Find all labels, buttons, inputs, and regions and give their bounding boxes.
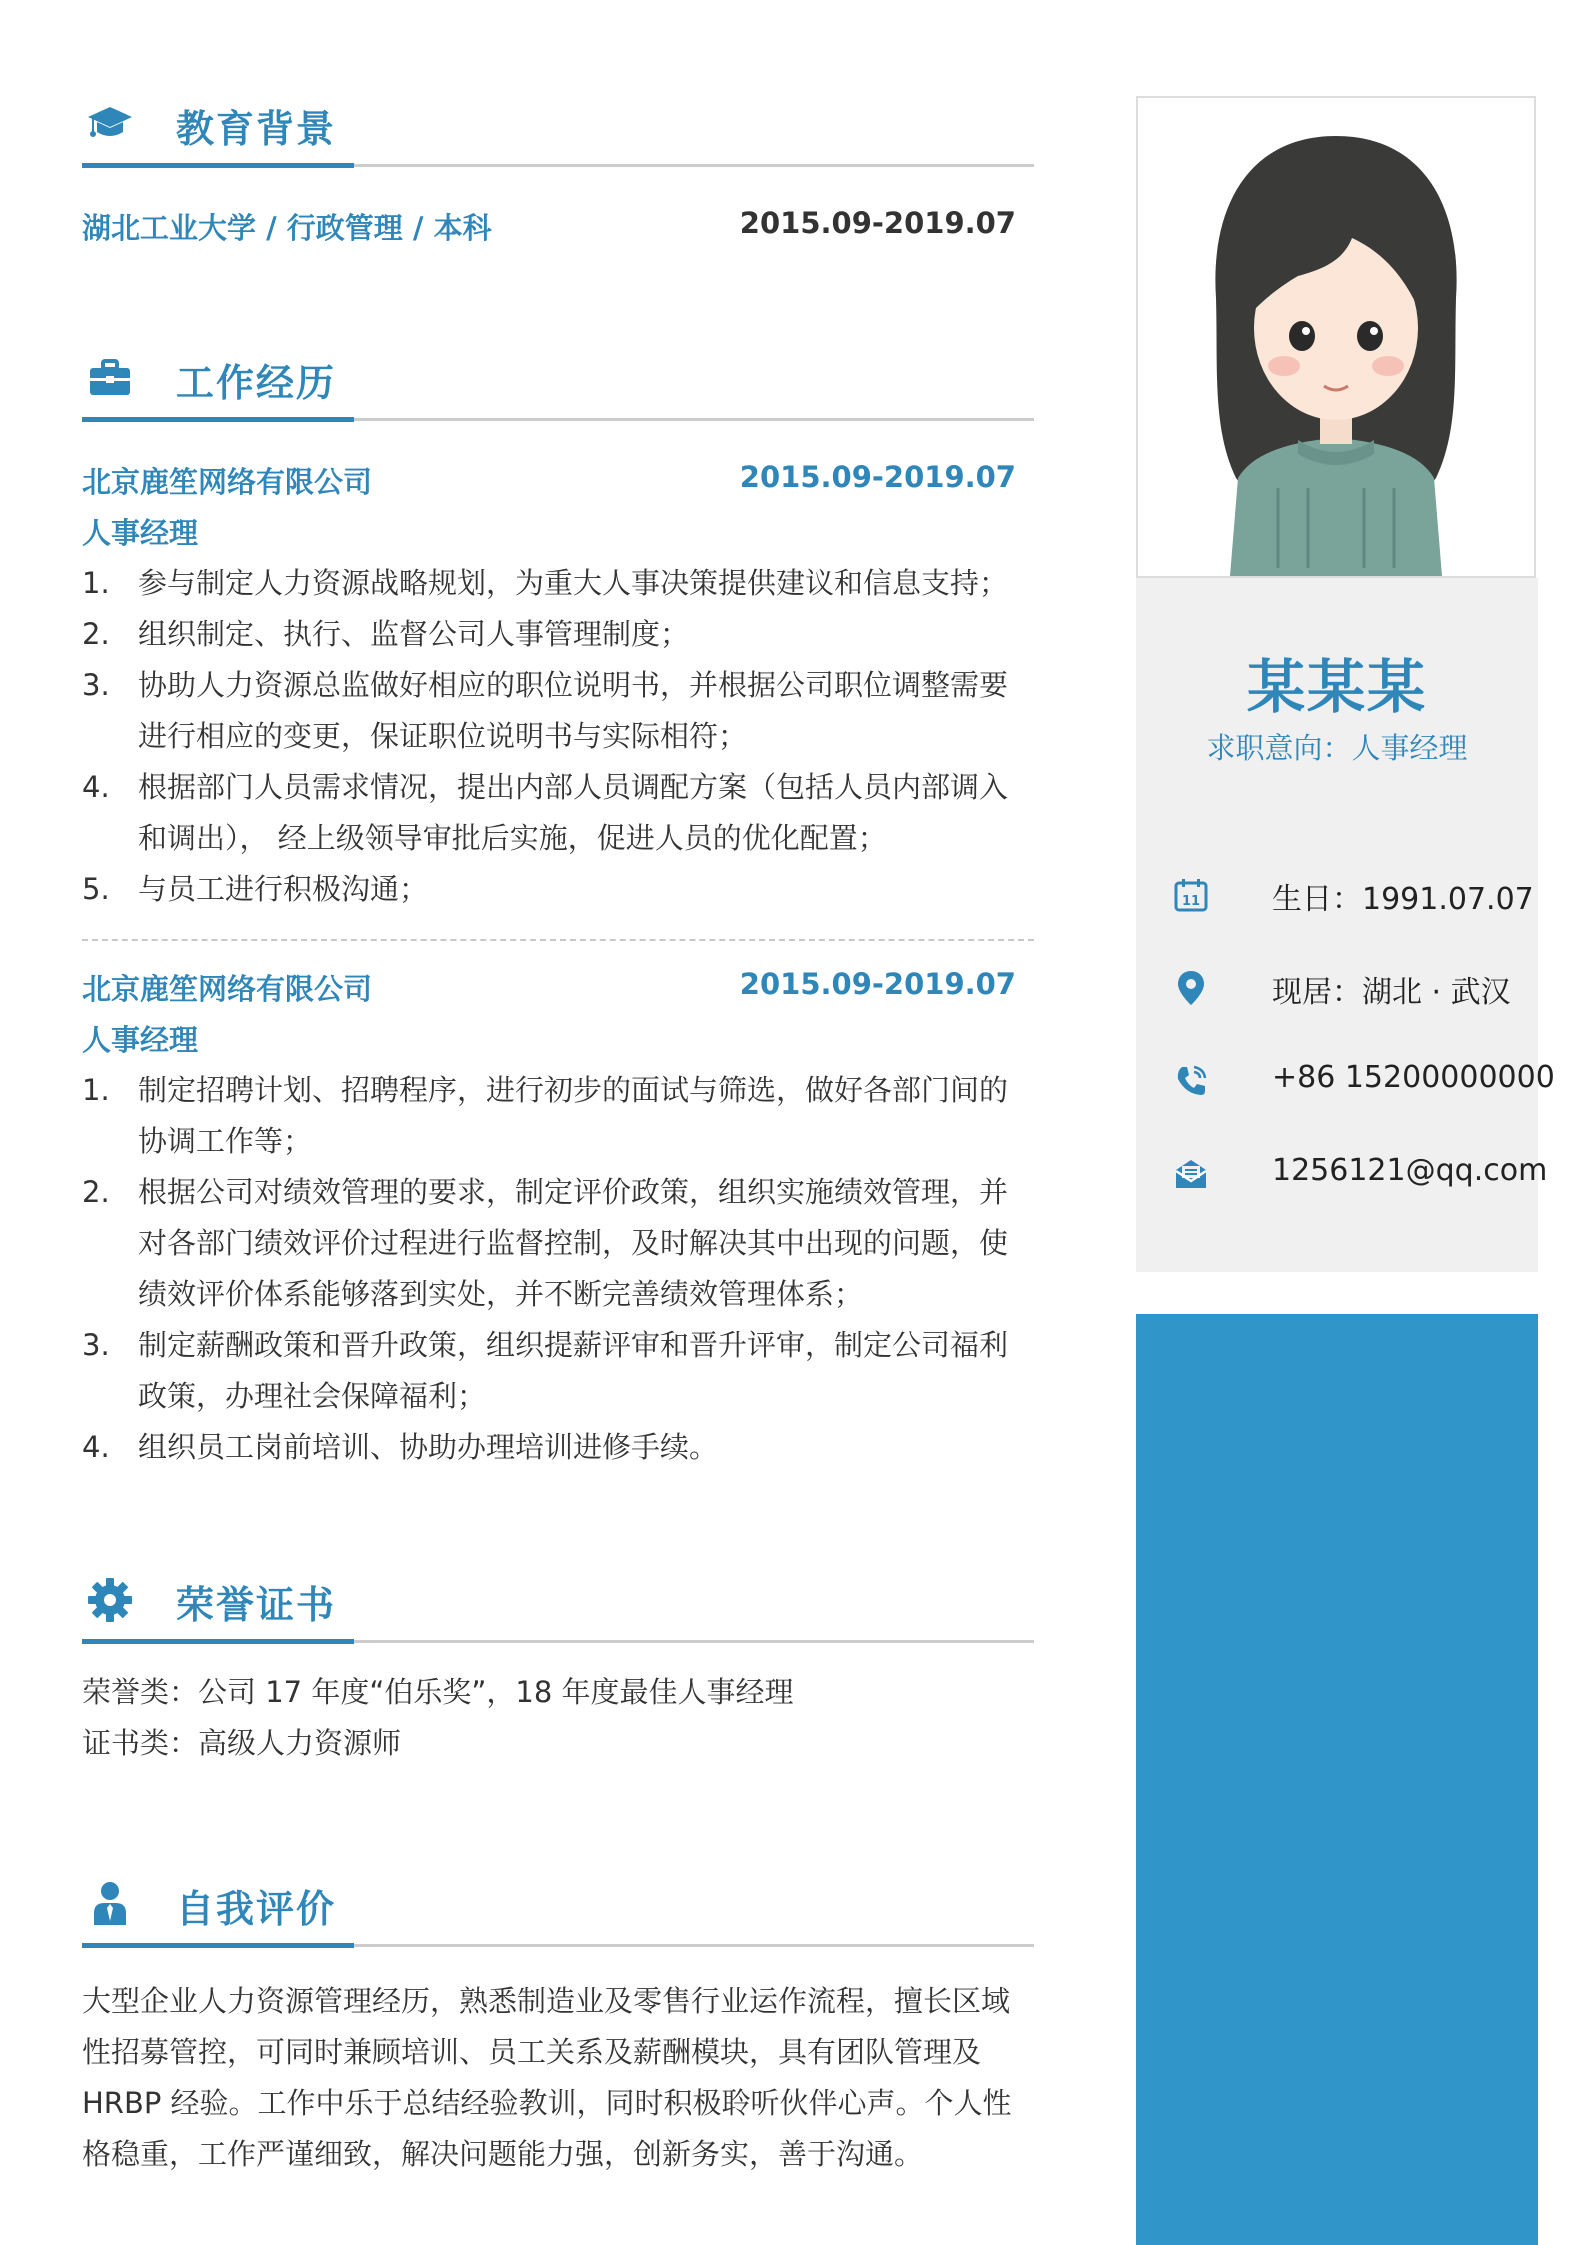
duty-number: 1. [82,566,110,600]
job-date: 2015.09-2019.07 [739,967,1016,1001]
duty-text: 组织制定、执行、监督公司人事管理制度； [138,617,690,651]
duty-item [82,660,1034,762]
graduation-cap-icon [86,100,134,148]
profile-name: 某某某 [1246,653,1427,721]
job-intention: 求职意向：人事经理 [1206,731,1468,765]
email-text: 1256121@qq.com [1272,1153,1548,1188]
job-role: 人事经理 [82,1023,199,1057]
sidebar-color-block [1136,1314,1538,2245]
job-duties-list [82,1065,1034,1473]
duty-text: 根据部门人员需求情况，提出内部人员调配方案（包括人员内部调入和调出）， 经上级领导审批后实施，促进人员的优化配置； [138,770,1009,855]
certificate-line: 证书类：高级人力资源师 [82,1726,402,1760]
location-pin-icon [1172,969,1210,1007]
self-eval-rule-accent [82,1943,354,1948]
self-eval-section [82,1864,1034,2171]
duty-text: 组织员工岗前培训、协助办理培训进修手续。 [138,1430,719,1464]
education-title: 教育背景 [176,107,337,151]
duty-number: 3. [82,668,110,702]
job-duties-list [82,558,1034,915]
education-section [82,84,1034,245]
duty-text: 根据公司对绩效管理的要求，制定评价政策，组织实施绩效管理，并对各部门绩效评价过程进行监督控制，及时解决其中出现的问题，使绩效评价体系能够落到实处，并不断完善绩效管理体系； [138,1175,1009,1311]
contact-birthday [1172,870,1532,920]
duty-item [82,558,1034,609]
job-company: 北京鹿笙网络有限公司 [82,465,373,499]
education-rule-accent [82,163,354,168]
education-entry [82,206,1034,247]
duty-item [82,1167,1034,1320]
honors-title: 荣誉证书 [176,1583,337,1627]
phone-text: +86 15200000000 [1272,1060,1555,1095]
duty-item [82,609,1034,660]
contact-phone [1172,1056,1555,1106]
self-eval-text: 大型企业人力资源管理经历，熟悉制造业及零售行业运作流程，擅长区域性招募管控，可同时兼顾培训、员工关系及薪酬模块，具有团队管理及 HRBP 经验。工作中乐于总结经验教训，同时积极聆听伙伴心声。个人性格稳重，工作严谨细致，解决问题能力强，创新务实，善于沟通。 [82,1984,1012,2171]
duty-text: 制定招聘计划、招聘程序，进行初步的面试与筛选，做好各部门间的协调工作等； [138,1073,1009,1158]
work-rule-accent [82,417,354,422]
duty-text: 协助人力资源总监做好相应的职位说明书，并根据公司职位调整需要进行相应的变更，保证职位说明书与实际相符； [138,668,1009,753]
duty-number: 5. [82,872,110,906]
duty-number: 3. [82,1328,110,1362]
profile-panel [1136,578,1555,1272]
duty-number: 2. [82,617,110,651]
honors-section [82,1560,1034,1760]
job-company: 北京鹿笙网络有限公司 [82,972,373,1006]
honors-rule-accent [82,1639,354,1644]
duty-item [82,1065,1034,1167]
education-school-line: 湖北工业大学 / 行政管理 / 本科 [82,211,492,245]
gear-icon [86,1576,134,1624]
phone-icon [1172,1062,1210,1100]
self-eval-title: 自我评价 [176,1887,337,1931]
work-title: 工作经历 [176,361,337,405]
job-role: 人事经理 [82,516,199,550]
mail-icon [1172,1155,1210,1193]
duty-number: 2. [82,1175,110,1209]
education-date: 2015.09-2019.07 [739,206,1016,240]
self-eval-header [82,1864,1034,1944]
work-section [82,338,1034,418]
user-icon [86,1880,134,1928]
contact-email [1172,1149,1548,1199]
job-date: 2015.09-2019.07 [739,460,1016,494]
honors-header [82,1560,1034,1640]
duty-item [82,1320,1034,1422]
calendar-icon [1172,876,1210,914]
birthday-text: 生日：1991.07.07 [1272,882,1534,917]
duty-number: 1. [82,1073,110,1107]
contact-location [1172,963,1532,1013]
duty-text: 制定薪酬政策和晋升政策，组织提薪评审和晋升评审，制定公司福利政策，办理社会保障福利； [138,1328,1009,1413]
svg-text:11: 11 [1181,894,1201,909]
avatar [1138,98,1534,576]
honors-line: 荣誉类：公司 17 年度“伯乐奖”，18 年度最佳人事经理 [82,1675,794,1709]
briefcase-icon [86,354,134,402]
duty-item [82,1422,1034,1473]
profile-photo [1136,96,1536,578]
duty-text: 与员工进行积极沟通； [138,872,429,906]
duty-item [82,864,1034,915]
location-text: 现居：湖北 · 武汉 [1272,975,1511,1010]
duty-number: 4. [82,770,110,804]
education-header [82,84,1034,164]
duty-text: 参与制定人力资源战略规划，为重大人事决策提供建议和信息支持； [138,566,1009,600]
work-header [82,338,1034,418]
job-divider [82,939,1034,941]
duty-number: 4. [82,1430,110,1464]
duty-item [82,762,1034,864]
